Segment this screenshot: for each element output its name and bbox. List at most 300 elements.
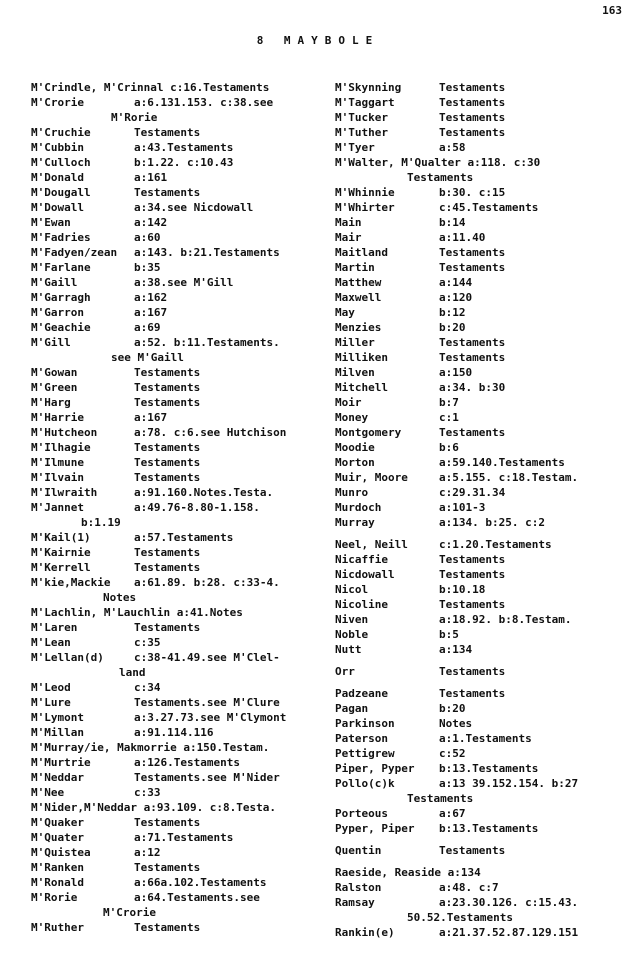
entry-references: c:1	[439, 411, 459, 424]
index-entry	[31, 320, 321, 335]
entry-surname: M'Ronald	[31, 876, 84, 889]
entry-references: Testaments	[134, 441, 201, 454]
entry-references: b:7	[439, 396, 459, 409]
left-column	[31, 80, 321, 935]
entry-references: a:23.30.126. c:15.43.	[439, 896, 579, 909]
entry-surname: Parkinson	[335, 717, 395, 730]
entry-references: c:35	[134, 636, 161, 649]
entry-surname: Ralston	[335, 881, 382, 894]
entry-references: Testaments	[134, 456, 201, 469]
entry-continuation: M'Rorie	[111, 111, 158, 124]
entry-references: Testaments	[439, 598, 506, 611]
entry-references: a:167	[134, 306, 168, 319]
entry-surname: M'Leod	[31, 681, 71, 694]
entry-surname: Pagan	[335, 702, 369, 715]
entry-references: Testaments	[439, 246, 506, 259]
entry-surname: M'Crorie	[31, 96, 84, 109]
index-entry	[31, 680, 321, 695]
index-entry	[31, 575, 321, 590]
entry-surname: M'Garragh	[31, 291, 91, 304]
index-entry	[31, 155, 321, 170]
index-entry	[31, 425, 321, 440]
entry-references: b:5	[439, 628, 459, 641]
entry-references: Testaments	[134, 546, 201, 559]
index-entry	[335, 140, 630, 155]
entry-references: Testaments	[134, 921, 201, 934]
index-entry	[31, 455, 321, 470]
index-entry	[335, 230, 630, 245]
index-entry	[31, 95, 321, 110]
index-entry	[31, 695, 321, 710]
entry-continuation: Testaments	[407, 792, 474, 805]
entry-references: Testaments	[134, 366, 201, 379]
entry-surname: M'Ilvain	[31, 471, 84, 484]
entry-surname: Niven	[335, 613, 369, 626]
entry-surname: Murdoch	[335, 501, 382, 514]
entry-surname: M'Hutcheon	[31, 426, 98, 439]
index-entry	[31, 275, 321, 290]
index-entry	[335, 200, 630, 215]
entry-references: Testaments.see M'Clure	[134, 696, 280, 709]
entry-references: b:10.18	[439, 583, 486, 596]
entry-references: a:48. c:7	[439, 881, 499, 894]
page-header: 8 MAYBOLE	[256, 34, 380, 47]
entry-surname: M'Harg	[31, 396, 71, 409]
entry-surname: M'Murtrie	[31, 756, 91, 769]
index-entry	[335, 716, 630, 731]
entry-surname: M'Cubbin	[31, 141, 84, 154]
index-entry	[31, 185, 321, 200]
index-entry	[31, 395, 321, 410]
index-entry	[335, 701, 630, 716]
entry-references: a:64.Testaments.see	[134, 891, 260, 904]
entry-surname: M'Taggart	[335, 96, 395, 109]
entry-surname: M'Whinnie	[335, 186, 395, 199]
index-entry	[335, 455, 630, 470]
entry-surname: Munro	[335, 486, 369, 499]
index-entry	[31, 440, 321, 455]
entry-references: a:120	[439, 291, 473, 304]
entry-references: a:3.27.73.see M'Clymont	[134, 711, 287, 724]
entry-references: b:13.Testaments	[439, 762, 539, 775]
entry-surname: M'Whirter	[335, 201, 395, 214]
entry-references: b:13.Testaments	[439, 822, 539, 835]
entry-surname: Maxwell	[335, 291, 382, 304]
index-entry	[31, 920, 321, 935]
entry-surname: M'Neddar	[31, 771, 84, 784]
index-entry	[31, 860, 321, 875]
entry-surname: Nicaffie	[335, 553, 388, 566]
entry-references: Testaments	[134, 816, 201, 829]
entry-surname: Quentin	[335, 844, 382, 857]
entry-references: a:101-3	[439, 501, 486, 514]
entry-surname: M'Fadries	[31, 231, 91, 244]
index-entry	[31, 650, 321, 665]
entry-surname: Morton	[335, 456, 375, 469]
entry-references: Testaments	[439, 426, 506, 439]
index-entry	[335, 686, 630, 701]
entry-references: a:142	[134, 216, 168, 229]
entry-references: Testaments	[439, 96, 506, 109]
entry-references: b:12	[439, 306, 466, 319]
entry-surname: Nicol	[335, 583, 369, 596]
entry-references: b:6	[439, 441, 459, 454]
entry-surname: M'Geachie	[31, 321, 91, 334]
index-entry	[31, 500, 321, 515]
index-entry	[31, 815, 321, 830]
index-entry	[31, 410, 321, 425]
entry-references: Testaments	[134, 126, 201, 139]
entry-surname: Main	[335, 216, 362, 229]
entry-surname: M'Quaker	[31, 816, 84, 829]
index-entry	[335, 746, 630, 761]
entry-references: a:78. c:6.see Hutchison	[134, 426, 287, 439]
index-entry	[335, 425, 630, 440]
index-entry	[335, 925, 630, 940]
entry-references: Testaments	[439, 553, 506, 566]
index-entry	[335, 642, 630, 657]
page-number: 163	[602, 4, 622, 17]
index-entry	[335, 275, 630, 290]
entry-surname: Neel, Neill	[335, 538, 408, 551]
entry-continuation: Notes	[103, 591, 137, 604]
index-entry	[335, 410, 630, 425]
entry-references: c:1.20.Testaments	[439, 538, 552, 551]
entry-references: a:67	[439, 807, 466, 820]
entry-surname: M'Ilhagie	[31, 441, 91, 454]
entry-surname: Muir, Moore	[335, 471, 408, 484]
entry-references: a:43.Testaments	[134, 141, 234, 154]
entry-references: a:71.Testaments	[134, 831, 234, 844]
entry-surname: Nicdowall	[335, 568, 395, 581]
entry-surname: M'Kail(1)	[31, 531, 91, 544]
entry-surname: Menzies	[335, 321, 382, 334]
index-entry	[31, 245, 321, 260]
entry-references: a:11.40	[439, 231, 486, 244]
index-entry	[31, 635, 321, 650]
entry-surname: Martin	[335, 261, 375, 274]
index-entry	[335, 582, 630, 597]
index-entry	[335, 567, 630, 582]
index-entry	[31, 290, 321, 305]
entry-surname: M'Lean	[31, 636, 71, 649]
entry-surname: M'Gill	[31, 336, 71, 349]
index-entry	[335, 806, 630, 821]
entry-surname: M'Lachlin, M'Lauchlin a:41.Notes	[31, 606, 243, 619]
index-entry	[335, 185, 630, 200]
entry-surname: M'Fadyen/zean	[31, 246, 118, 259]
entry-surname: Maitland	[335, 246, 388, 259]
entry-surname: M'Nee	[31, 786, 65, 799]
entry-surname: Paterson	[335, 732, 388, 745]
entry-surname: M'Jannet	[31, 501, 84, 514]
index-entry	[335, 125, 630, 140]
index-entry	[31, 740, 321, 755]
entry-surname: Ramsay	[335, 896, 375, 909]
index-entry	[335, 627, 630, 642]
entry-surname: M'Kerrell	[31, 561, 91, 574]
entry-surname: Raeside, Reaside a:134	[335, 866, 481, 879]
entry-references: Testaments.see M'Nider	[134, 771, 280, 784]
index-entry	[335, 320, 630, 335]
entry-references: Testaments	[439, 568, 506, 581]
entry-references: Testaments	[439, 126, 506, 139]
index-entry	[31, 260, 321, 275]
index-entry	[31, 470, 321, 485]
entry-references: b:35	[134, 261, 161, 274]
index-entry	[31, 335, 321, 350]
entry-surname: M'Ewan	[31, 216, 71, 229]
index-entry	[31, 215, 321, 230]
entry-references: Testaments	[134, 471, 201, 484]
entry-references: a:144	[439, 276, 473, 289]
entry-references: a:58	[439, 141, 466, 154]
entry-references: a:13 39.152.154. b:27	[439, 777, 579, 790]
entry-references: a:162	[134, 291, 168, 304]
entry-surname: Porteous	[335, 807, 388, 820]
entry-surname: M'Ilmune	[31, 456, 84, 469]
index-entry	[335, 895, 630, 910]
entry-references: Testaments	[439, 111, 506, 124]
index-entry	[335, 245, 630, 260]
index-entry	[31, 605, 321, 620]
entry-references: a:52. b:11.Testaments.	[134, 336, 280, 349]
index-entry	[335, 761, 630, 776]
entry-references: a:134	[439, 643, 473, 656]
index-entry	[31, 725, 321, 740]
entry-references: b:20	[439, 321, 466, 334]
entry-references: c:33	[134, 786, 161, 799]
entry-surname: M'Dougall	[31, 186, 91, 199]
entry-surname: M'Lymont	[31, 711, 84, 724]
entry-surname: M'Cruchie	[31, 126, 91, 139]
index-entry	[335, 776, 630, 791]
entry-references: Testaments	[134, 561, 201, 574]
entry-references: Testaments	[439, 81, 506, 94]
entry-continuation: M'Crorie	[103, 906, 156, 919]
entry-references: a:34.see Nicdowall	[134, 201, 254, 214]
index-entry	[31, 830, 321, 845]
index-entry	[335, 500, 630, 515]
index-entry	[335, 110, 630, 125]
index-entry	[335, 260, 630, 275]
entry-references: a:12	[134, 846, 161, 859]
entry-surname: M'Green	[31, 381, 78, 394]
entry-references: a:61.89. b:28. c:33-4.	[134, 576, 280, 589]
index-entry	[335, 731, 630, 746]
index-entry	[335, 470, 630, 485]
entry-surname: M'Harrie	[31, 411, 84, 424]
index-entry	[31, 770, 321, 785]
entry-references: Notes	[439, 717, 473, 730]
index-entry	[335, 843, 630, 858]
entry-surname: Padzeane	[335, 687, 388, 700]
index-entry	[31, 140, 321, 155]
entry-surname: M'Skynning	[335, 81, 402, 94]
index-entry	[31, 305, 321, 320]
entry-surname: Mitchell	[335, 381, 388, 394]
entry-surname: M'Garron	[31, 306, 84, 319]
entry-surname: M'Farlane	[31, 261, 91, 274]
entry-surname: Moodie	[335, 441, 375, 454]
index-entry	[31, 365, 321, 380]
index-entry	[31, 890, 321, 905]
index-entry	[31, 845, 321, 860]
entry-references: Testaments	[134, 396, 201, 409]
entry-references: a:66a.102.Testaments	[134, 876, 267, 889]
index-entry	[335, 537, 630, 552]
entry-surname: M'Murray/ie, Makmorrie a:150.Testam.	[31, 741, 270, 754]
entry-surname: M'Rorie	[31, 891, 78, 904]
entry-surname: Matthew	[335, 276, 382, 289]
index-entry	[31, 530, 321, 545]
index-entry	[31, 800, 321, 815]
index-entry	[335, 80, 630, 95]
entry-surname: Noble	[335, 628, 369, 641]
entry-surname: M'Lure	[31, 696, 71, 709]
index-entry	[31, 620, 321, 635]
entry-references: a:69	[134, 321, 161, 334]
entry-continuation: land	[119, 666, 146, 679]
index-entry	[31, 230, 321, 245]
entry-surname: Nutt	[335, 643, 362, 656]
index-entry	[31, 380, 321, 395]
index-entry	[335, 290, 630, 305]
entry-surname: Murray	[335, 516, 375, 529]
entry-surname: M'Gowan	[31, 366, 78, 379]
index-entry	[335, 215, 630, 230]
entry-surname: M'Nider,M'Neddar a:93.109. c:8.Testa.	[31, 801, 277, 814]
entry-references: a:38.see M'Gill	[134, 276, 234, 289]
entry-surname: M'Crindle, M'Crinnal c:16.Testaments	[31, 81, 270, 94]
entry-surname: Pettigrew	[335, 747, 395, 760]
entry-references: a:143. b:21.Testaments	[134, 246, 280, 259]
entry-references: Testaments	[439, 336, 506, 349]
entry-continuation: see M'Gaill	[111, 351, 184, 364]
index-entry	[335, 155, 630, 170]
entry-references: a:126.Testaments	[134, 756, 240, 769]
entry-surname: Pollo(c)k	[335, 777, 395, 790]
entry-references: a:161	[134, 171, 168, 184]
entry-references: a:57.Testaments	[134, 531, 234, 544]
entry-surname: M'kie,Mackie	[31, 576, 111, 589]
index-entry	[31, 755, 321, 770]
entry-continuation: Testaments	[407, 171, 474, 184]
index-entry	[335, 597, 630, 612]
entry-surname: M'Dowall	[31, 201, 84, 214]
index-entry	[335, 350, 630, 365]
index-entry	[335, 664, 630, 679]
index-entry	[31, 170, 321, 185]
entry-references: a:21.37.52.87.129.151	[439, 926, 579, 939]
entry-surname: M'Culloch	[31, 156, 91, 169]
index-entry	[335, 485, 630, 500]
entry-surname: M'Gaill	[31, 276, 78, 289]
entry-continuation: b:1.19	[81, 516, 121, 529]
index-entry	[31, 560, 321, 575]
entry-references: Testaments	[439, 844, 506, 857]
index-entry	[335, 821, 630, 836]
entry-references: Testaments	[134, 381, 201, 394]
index-entry	[335, 395, 630, 410]
index-entry	[31, 125, 321, 140]
entry-references: b:20	[439, 702, 466, 715]
entry-references: a:59.140.Testaments	[439, 456, 565, 469]
entry-surname: Moir	[335, 396, 362, 409]
entry-surname: M'Ilwraith	[31, 486, 98, 499]
entry-references: a:134. b:25. c:2	[439, 516, 545, 529]
index-entry	[335, 880, 630, 895]
entry-surname: M'Ruther	[31, 921, 84, 934]
entry-surname: M'Millan	[31, 726, 84, 739]
entry-references: c:29.31.34	[439, 486, 506, 499]
entry-continuation: 50.52.Testaments	[407, 911, 513, 924]
entry-surname: Mair	[335, 231, 362, 244]
entry-surname: M'Kairnie	[31, 546, 91, 559]
index-entry	[335, 865, 630, 880]
entry-references: a:6.131.153. c:38.see	[134, 96, 274, 109]
entry-references: a:60	[134, 231, 161, 244]
entry-surname: Montgomery	[335, 426, 402, 439]
entry-references: b:14	[439, 216, 466, 229]
entry-references: a:1.Testaments	[439, 732, 532, 745]
entry-references: Testaments	[439, 687, 506, 700]
entry-surname: Milliken	[335, 351, 388, 364]
entry-references: Testaments	[439, 261, 506, 274]
entry-surname: Nicoline	[335, 598, 388, 611]
index-entry	[31, 485, 321, 500]
entry-surname: May	[335, 306, 355, 319]
entry-surname: M'Tucker	[335, 111, 388, 124]
entry-references: Testaments	[134, 621, 201, 634]
entry-references: a:167	[134, 411, 168, 424]
index-entry	[335, 515, 630, 530]
entry-references: a:150	[439, 366, 473, 379]
index-entry	[335, 552, 630, 567]
index-entry	[335, 365, 630, 380]
entry-surname: M'Tyer	[335, 141, 375, 154]
index-entry	[31, 710, 321, 725]
entry-references: Testaments	[439, 351, 506, 364]
entry-surname: Money	[335, 411, 369, 424]
entry-surname: Miller	[335, 336, 375, 349]
entry-surname: M'Lellan(d)	[31, 651, 104, 664]
index-entry	[31, 80, 321, 95]
entry-references: a:49.76-8.80-1.158.	[134, 501, 260, 514]
index-entry	[31, 200, 321, 215]
entry-references: c:52	[439, 747, 466, 760]
index-entry	[335, 335, 630, 350]
index-entry	[335, 380, 630, 395]
entry-surname: Piper, Pyper	[335, 762, 415, 775]
entry-references: c:38-41.49.see M'Clel-	[134, 651, 280, 664]
entry-references: b:30. c:15	[439, 186, 506, 199]
entry-references: a:5.155. c:18.Testam.	[439, 471, 579, 484]
index-entry	[335, 612, 630, 627]
index-entry	[335, 305, 630, 320]
entry-references: c:45.Testaments	[439, 201, 539, 214]
entry-surname: M'Tuther	[335, 126, 388, 139]
entry-surname: M'Donald	[31, 171, 84, 184]
index-entry	[31, 875, 321, 890]
entry-references: a:91.160.Notes.Testa.	[134, 486, 274, 499]
entry-references: a:34. b:30	[439, 381, 506, 394]
entry-surname: M'Walter, M'Qualter a:118. c:30	[335, 156, 541, 169]
entry-references: Testaments	[439, 665, 506, 678]
right-column	[335, 80, 630, 940]
entry-surname: Rankin(e)	[335, 926, 395, 939]
entry-surname: M'Laren	[31, 621, 78, 634]
